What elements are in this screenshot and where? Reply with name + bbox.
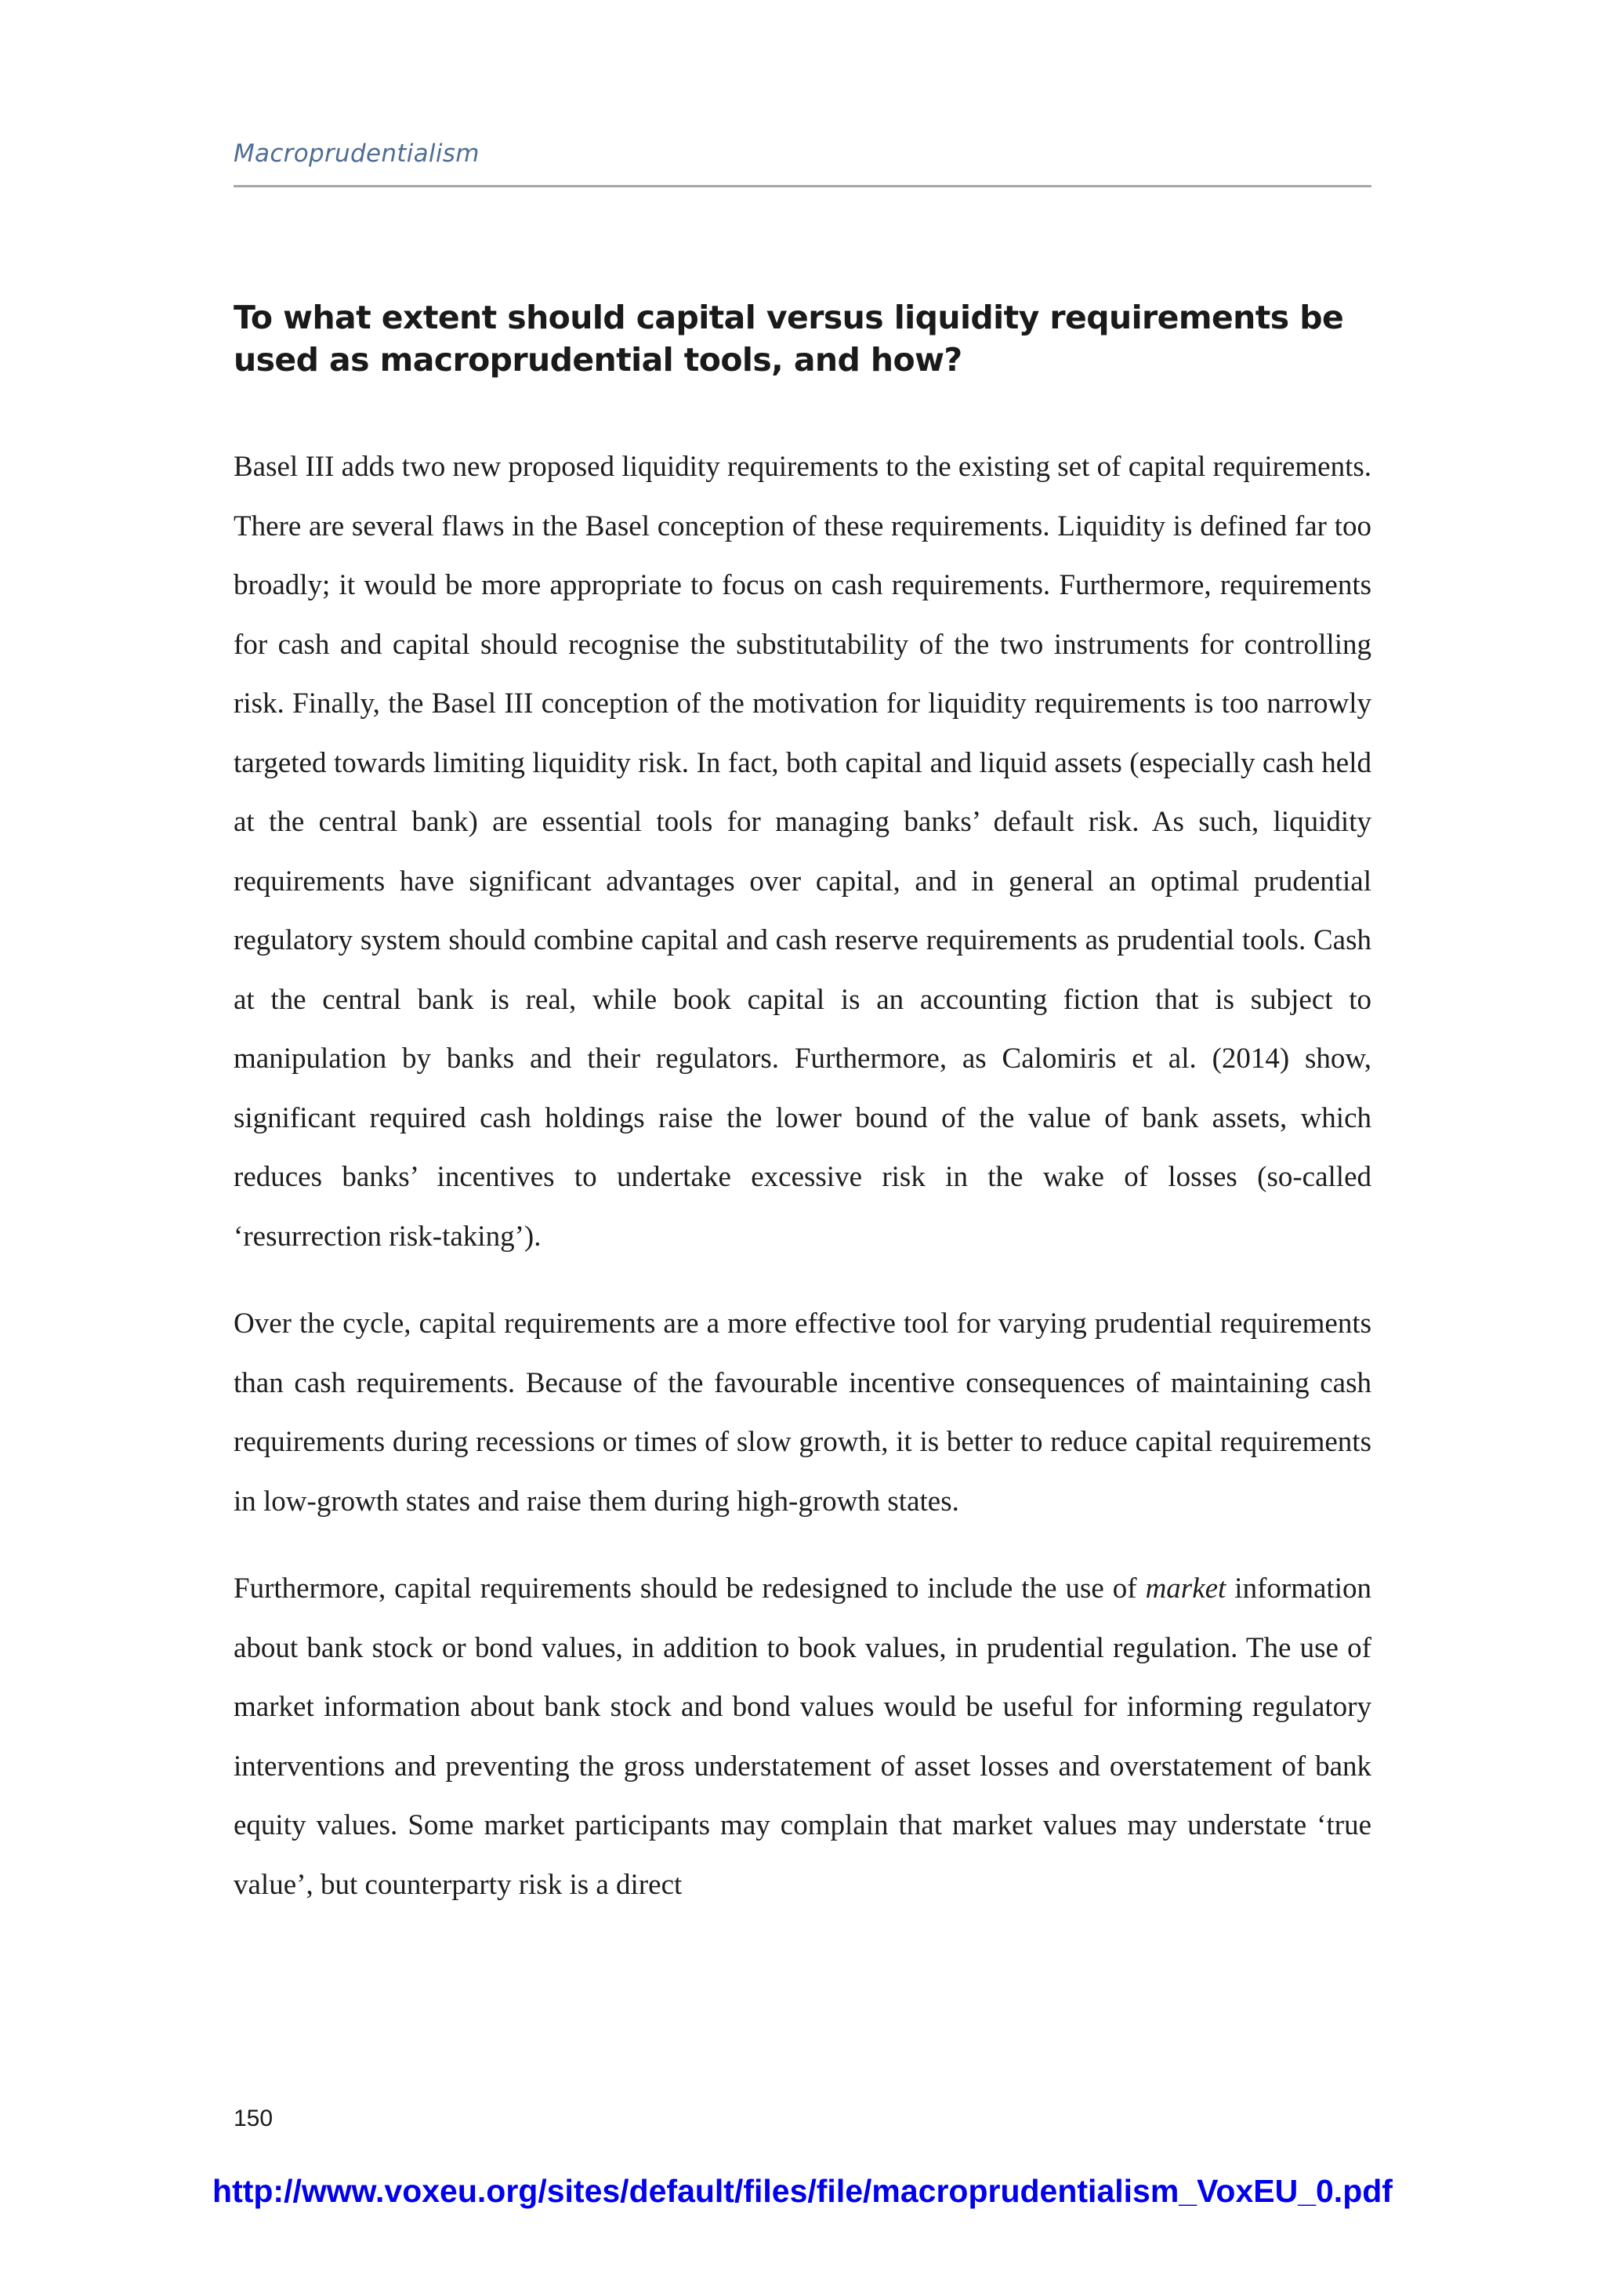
- paragraph-3-text-start: Furthermore, capital requirements should be redesigned to include the use of: [234, 1572, 1146, 1605]
- source-url-link[interactable]: http://www.voxeu.org/sites/default/files/file/macroprudentialism_VoxEU_0.pdf: [212, 2173, 1393, 2209]
- emphasis-market: market: [1145, 1572, 1226, 1605]
- body-text: [234, 437, 1371, 1942]
- paragraph-3: [234, 1559, 1371, 1914]
- running-header: Macroprudentialism: [234, 140, 480, 168]
- paragraph-3-text-end: information about bank stock or bond values, in addition to book values, in prudential regulation. The use of market information about bank stock and bond values would be useful for informing regulatory interventions and preventing the gross understatement of asset losses and overstatement of bank equity values. Some market participants may complain that market values may understate ‘true value’, but counterparty risk is a direct: [234, 1572, 1371, 1901]
- section-title: To what extent should capital versus liquidity requirements be used as macroprudential tools, and how?: [234, 299, 1344, 379]
- paragraph-2: Over the cycle, capital requirements are a more effective tool for varying prudential requirements than cash requirements. Because of the favourable incentive consequences of maintaining cash requirements during recessions or times of slow growth, it is better to reduce capital requirements in low-growth states and raise them during high-growth states.: [234, 1308, 1371, 1518]
- header-rule: [234, 185, 1371, 187]
- paragraph-1: Basel III adds two new proposed liquidity requirements to the existing set of capital requirements. There are several flaws in the Basel conception of these requirements. Liquidity is defined far too broadly; it would be more appropriate to focus on cash requirements. Furthermore, requirements for cash and capital should recognise the substitutability of the two instruments for controlling risk. Finally, the Basel III conception of the motivation for liquidity requirements is too narrowly targeted towards limiting liquidity risk. In fact, both capital and liquid assets (especially cash held at the central bank) are essential tools for managing banks’ default risk. As such, liquidity requirements have significant advantages over capital, and in general an optimal prudential regulatory system should combine capital and cash reserve requirements as prudential tools. Cash at the central bank is real, while book capital is an accounting fiction that is subject to manipulation by banks and their regulators. Furthermore, as Calomiris et al. (2014) show, significant required cash holdings raise the lower bound of the value of bank assets, which reduces banks’ incentives to undertake excessive risk in the wake of losses (so-called ‘resurrection risk-taking’).: [234, 451, 1371, 1253]
- page-number: 150: [234, 2106, 274, 2131]
